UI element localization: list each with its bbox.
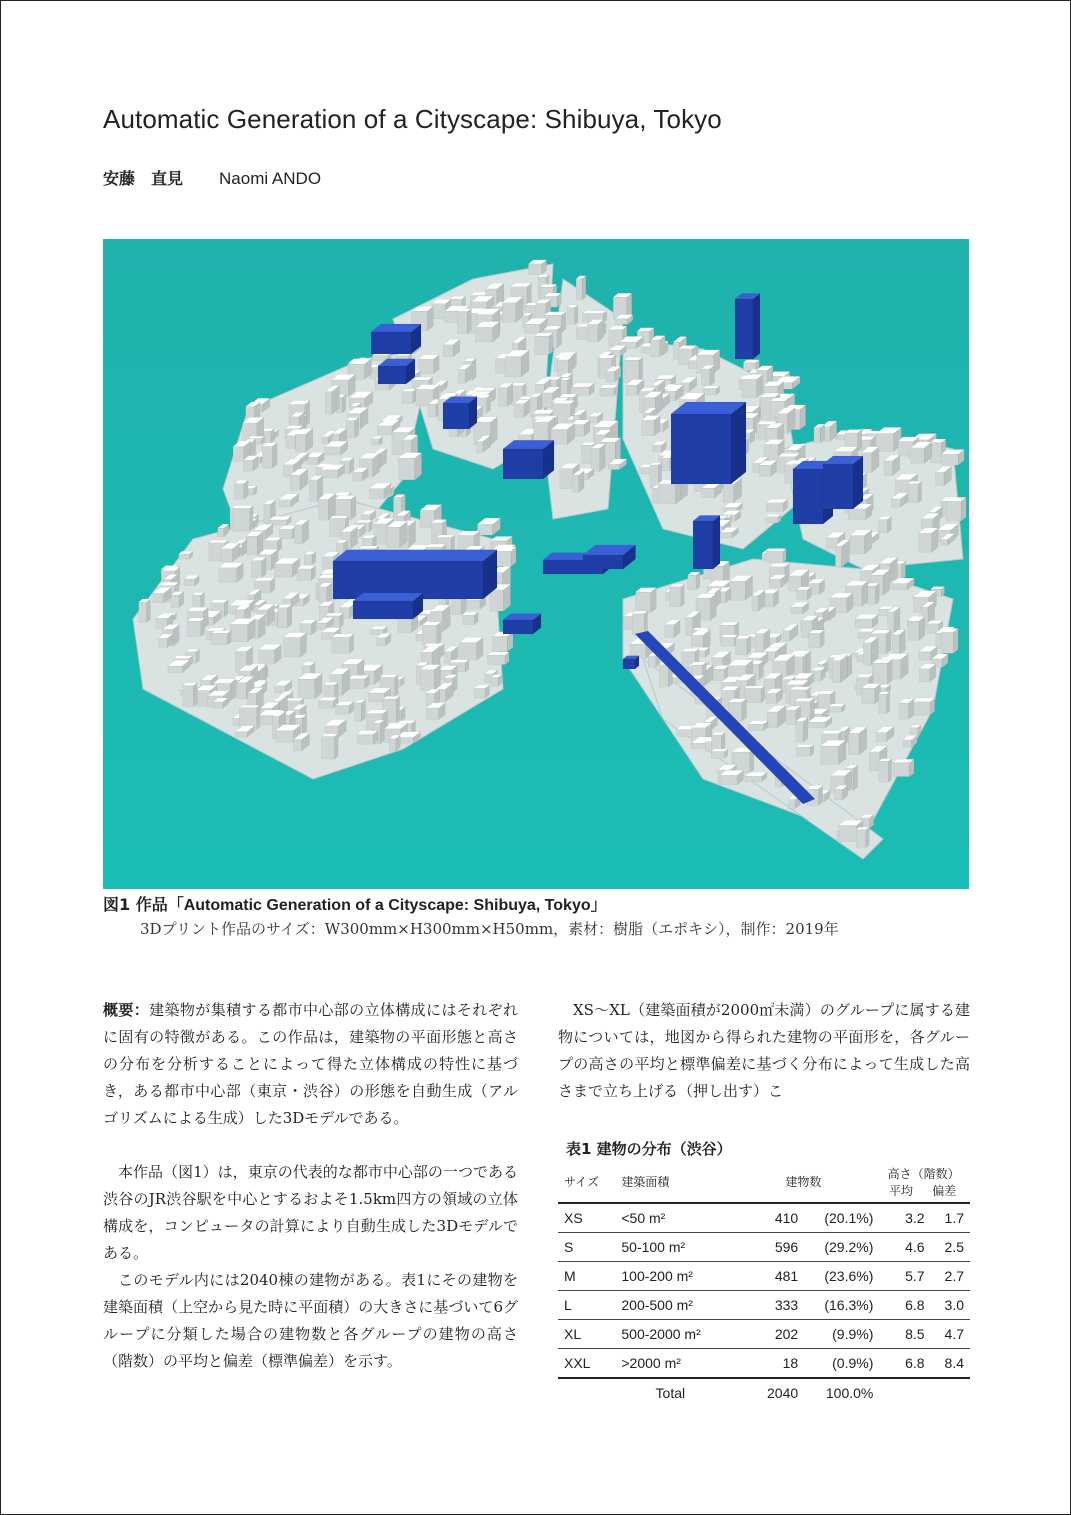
building-block [357, 731, 378, 744]
building-block [766, 514, 781, 523]
building-block [426, 703, 445, 720]
cell-average: 3.2 [905, 1210, 925, 1226]
building-block [862, 684, 881, 704]
building-block [372, 436, 383, 445]
building-block [398, 453, 421, 480]
building-block [355, 700, 366, 722]
blue-building [353, 593, 423, 619]
building-block [462, 612, 478, 624]
building-block [587, 320, 603, 342]
figure-caption-label: 図1 作品「 [103, 895, 184, 914]
cell-area: 500-2000 m² [621, 1326, 701, 1342]
figure-caption-title: Automatic Generation of a Cityscape: Shibuya, Tokyo [183, 897, 591, 914]
figure-subcaption: 3Dプリント作品のサイズ：W300mm×H300mm×H50mm，素材：樹脂（エポキシ），制作：2019年 [140, 920, 839, 938]
building-block [475, 322, 499, 342]
cell-size: M [564, 1268, 576, 1284]
blue-building [333, 550, 497, 599]
building-block [797, 587, 811, 600]
building-block [879, 759, 892, 782]
blue-building [823, 456, 863, 509]
blue-building [623, 656, 639, 669]
building-block [346, 417, 359, 438]
building-block [908, 616, 925, 640]
paper-title: Automatic Generation of a Cityscape: Shibuya, Tokyo [103, 104, 722, 134]
building-block [893, 759, 914, 776]
building-block [551, 423, 575, 444]
building-block [494, 547, 516, 566]
building-block [908, 481, 922, 503]
cell-percent: (23.6%) [824, 1268, 874, 1284]
building-block [701, 365, 714, 386]
blue-building [693, 515, 720, 569]
figure-1-cityscape-model-image [103, 239, 969, 889]
building-block [320, 465, 344, 479]
cell-percent: (20.1%) [824, 1210, 874, 1226]
building-block [576, 276, 586, 300]
cell-percent: (0.9%) [832, 1355, 874, 1371]
cell-deviation: 2.7 [944, 1268, 964, 1284]
building-block [139, 599, 151, 623]
body-paragraph-1: 本作品（図1）は，東京の代表的な都市中心部の一つである渋谷のJR渋谷駅を中心とするおよそ1.5km四方の領域の立体構成を，コンピュータの計算により自動生成した3Dモデルである。 [103, 1163, 518, 1262]
building-block [866, 583, 879, 604]
building-block [418, 355, 439, 374]
table-row [558, 1320, 970, 1349]
total-label: Total [655, 1385, 686, 1401]
building-block [294, 520, 308, 544]
building-block [474, 685, 489, 698]
building-block [298, 673, 322, 698]
building-block [703, 386, 719, 395]
cell-deviation: 4.7 [944, 1326, 964, 1342]
building-block [600, 385, 618, 396]
building-block [721, 635, 738, 646]
right-column [558, 997, 970, 1105]
building-block [899, 699, 914, 720]
cell-average: 5.7 [905, 1268, 925, 1284]
building-block [269, 516, 291, 525]
building-block [872, 659, 892, 684]
building-block [796, 718, 808, 743]
blue-building [378, 359, 415, 384]
building-block [892, 630, 905, 655]
blue-building [371, 324, 421, 354]
building-block [744, 686, 764, 703]
building-block [624, 357, 642, 383]
building-block [856, 827, 869, 847]
building-block [219, 563, 243, 583]
building-block [821, 740, 846, 764]
cell-area: 50-100 m² [621, 1239, 686, 1255]
cell-count: 18 [782, 1355, 799, 1371]
author-name-japanese: 安藤 直見 [103, 169, 184, 188]
building-block [912, 698, 935, 715]
building-block [460, 637, 483, 660]
building-block [855, 614, 878, 627]
cell-size: XL [564, 1326, 582, 1342]
building-block [832, 655, 847, 683]
building-block [534, 333, 552, 355]
building-block [759, 461, 777, 476]
building-block [642, 415, 661, 435]
building-block [420, 665, 440, 691]
table-row [558, 1262, 970, 1291]
building-block [389, 735, 400, 751]
building-block [711, 749, 727, 758]
header-area: 建築面積 [621, 1174, 670, 1189]
building-block [235, 480, 249, 499]
cell-size: XS [564, 1210, 583, 1226]
building-block [742, 374, 763, 397]
header-average: 平均 [888, 1184, 913, 1198]
building-block [212, 630, 232, 644]
left-column [103, 997, 518, 1375]
cell-deviation: 3.0 [944, 1297, 964, 1313]
cityscape-render [103, 239, 969, 889]
blue-building [443, 397, 477, 429]
total-count: 2040 [767, 1385, 799, 1401]
building-block [304, 551, 315, 564]
cell-average: 4.6 [905, 1239, 925, 1255]
blue-building [503, 614, 541, 634]
header-deviation: 偏差 [932, 1184, 957, 1198]
cell-average: 8.5 [905, 1326, 925, 1342]
building-block [670, 584, 685, 607]
cell-area: 100-200 m² [621, 1268, 693, 1284]
building-block [318, 697, 337, 708]
building-block [769, 575, 786, 588]
header-count: 建物数 [785, 1174, 822, 1189]
cell-area: >2000 m² [621, 1355, 681, 1371]
building-block [297, 566, 315, 581]
building-block [258, 644, 281, 664]
building-block [766, 549, 786, 563]
cell-count: 596 [774, 1239, 799, 1255]
abstract-label: 概要： [103, 1001, 150, 1019]
building-block [230, 619, 255, 642]
building-block [514, 399, 529, 417]
building-block [636, 588, 657, 613]
building-block [232, 506, 253, 532]
building-block [183, 683, 198, 707]
building-block [321, 734, 338, 759]
building-block [861, 447, 879, 473]
table-row [558, 1349, 970, 1379]
building-block [850, 530, 872, 554]
cell-area: 200-500 m² [621, 1297, 693, 1313]
building-block [422, 622, 441, 645]
building-block [572, 383, 594, 395]
building-block [919, 664, 936, 682]
building-block [243, 456, 258, 471]
abstract-text: 建築物が集積する都市中心部の立体構成にはそれぞれに固有の特徴がある。この作品は，建築物の平面形態と高さの分布を分析することによって得た立体構成の特性に基づき，ある都市中心部（東京・渋谷）の形態を自動生成（アルゴリズムによる生成）した3Dモデルである。 [103, 1001, 518, 1127]
blue-building [503, 440, 554, 479]
cell-count: 481 [774, 1268, 799, 1284]
cell-average: 6.8 [905, 1297, 925, 1313]
building-block [184, 575, 199, 585]
building-block [809, 630, 824, 648]
blue-building [735, 293, 760, 359]
building-block [814, 424, 825, 443]
building-block [498, 383, 512, 406]
building-block [488, 652, 510, 665]
cell-deviation: 1.7 [944, 1210, 964, 1226]
table-row [558, 1291, 970, 1320]
building-block [573, 471, 584, 492]
building-block [262, 443, 277, 468]
building-distribution-table [558, 1160, 970, 1407]
body-paragraph-2: このモデル内には2040棟の建物がある。表1にその建物を建築面積（上空から見た時に平面積）の大きさに基づいて6グループに分類した場合の建物数と各グループの建物の高さ（階数）の平均と偏差（標準偏差）を示す。 [103, 1271, 518, 1370]
author-name-english: Naomi ANDO [219, 169, 322, 188]
building-block [493, 632, 514, 652]
figure-caption-close: 」 [590, 895, 607, 914]
cell-percent: (9.9%) [832, 1326, 874, 1342]
building-block [829, 704, 846, 712]
building-block [749, 721, 769, 731]
building-block [848, 727, 866, 755]
building-block [879, 692, 890, 714]
building-block [910, 725, 921, 735]
building-block [834, 785, 847, 799]
building-block [335, 701, 353, 714]
building-block [349, 675, 370, 688]
building-block [591, 444, 605, 471]
building-block [632, 611, 647, 634]
abstract-paragraph [103, 997, 518, 1132]
figure-caption [103, 892, 607, 915]
building-block [688, 572, 700, 590]
cell-size: XXL [564, 1355, 591, 1371]
building-block [187, 618, 205, 637]
building-block [387, 521, 408, 547]
table-total-row [558, 1378, 970, 1407]
building-block [736, 636, 751, 655]
building-block [730, 575, 753, 600]
building-block [278, 604, 292, 628]
building-block [876, 427, 901, 451]
building-block [941, 628, 958, 653]
building-block [325, 386, 339, 415]
building-block [295, 429, 312, 452]
cell-count: 333 [774, 1297, 799, 1313]
building-block [941, 449, 964, 465]
building-block [720, 770, 743, 784]
building-block [505, 350, 529, 377]
cell-size: L [564, 1297, 572, 1313]
body-paragraph-3: XS～XL（建築面積が2000㎡未満）のグループに属する建物については，地図から得られた建物の平面形を，各グループの高さの平均と標準偏差に基づく分布によって生成した高さまで立ち上げる（押し出す）こ [558, 1001, 970, 1100]
building-block [946, 497, 966, 521]
building-block [457, 308, 471, 333]
cell-count: 410 [774, 1210, 799, 1226]
blue-building [583, 545, 636, 569]
building-block [878, 516, 891, 532]
building-block [567, 305, 578, 324]
header-height: 高さ（階数） [887, 1167, 960, 1181]
table-row [558, 1203, 970, 1233]
cell-count: 202 [774, 1326, 799, 1342]
header-size: サイズ [564, 1174, 600, 1189]
building-block [319, 583, 332, 603]
building-block [745, 772, 767, 781]
building-block [919, 528, 939, 552]
author-line [103, 166, 321, 189]
building-block [766, 499, 787, 511]
cell-percent: (29.2%) [824, 1239, 874, 1255]
cell-deviation: 2.5 [944, 1239, 964, 1255]
building-block [528, 260, 546, 275]
cell-deviation: 8.4 [944, 1355, 964, 1371]
cell-area: <50 m² [621, 1210, 666, 1226]
building-block [402, 389, 416, 404]
building-block [284, 633, 307, 657]
building-block [332, 634, 354, 653]
table-1-title: 表1 建物の分布（渋谷） [566, 1140, 732, 1158]
blue-building [671, 402, 746, 484]
building-block [171, 591, 184, 607]
building-block [246, 531, 263, 554]
building-block [796, 744, 814, 756]
cell-size: S [564, 1239, 574, 1255]
building-block [179, 551, 193, 559]
cell-percent: (16.3%) [824, 1297, 874, 1313]
total-percent: 100.0% [825, 1385, 874, 1401]
cell-average: 6.8 [905, 1355, 925, 1371]
building-block [274, 558, 299, 577]
building-block [491, 674, 502, 686]
building-block [651, 336, 666, 357]
building-block [502, 297, 523, 322]
table-row [558, 1233, 970, 1262]
building-block [911, 442, 932, 464]
building-block [252, 557, 266, 577]
